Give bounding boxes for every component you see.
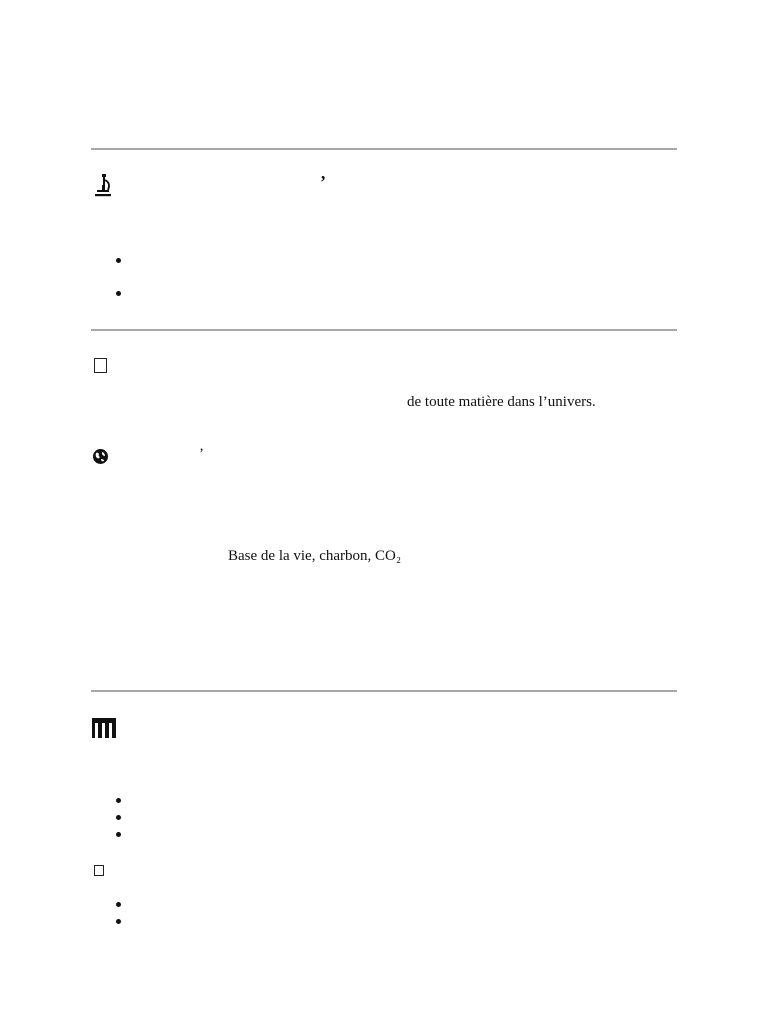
section-divider-1	[91, 148, 677, 150]
section3-item-text: Base de la vie, charbon, CO₂	[228, 548, 402, 564]
section4-bullet-3	[116, 832, 121, 837]
section5-bullet-2	[116, 919, 121, 924]
section1-heading-mark: ’	[320, 172, 326, 192]
section4-bullet-2	[116, 815, 121, 820]
microscope-icon	[93, 172, 113, 198]
section1-bullet-1	[116, 258, 121, 263]
table-grid-icon	[92, 718, 116, 738]
small-box-icon	[94, 865, 104, 876]
section2-body-text: de toute matière dans l’univers.	[407, 394, 596, 410]
section5-bullet-1	[116, 902, 121, 907]
section3-heading-mark: ’	[199, 446, 204, 462]
section1-bullet-2	[116, 291, 121, 296]
section-divider-2	[91, 329, 677, 331]
section-divider-3	[91, 690, 677, 692]
globe-icon	[92, 448, 109, 465]
empty-box-icon	[94, 358, 107, 373]
section4-bullet-1	[116, 798, 121, 803]
